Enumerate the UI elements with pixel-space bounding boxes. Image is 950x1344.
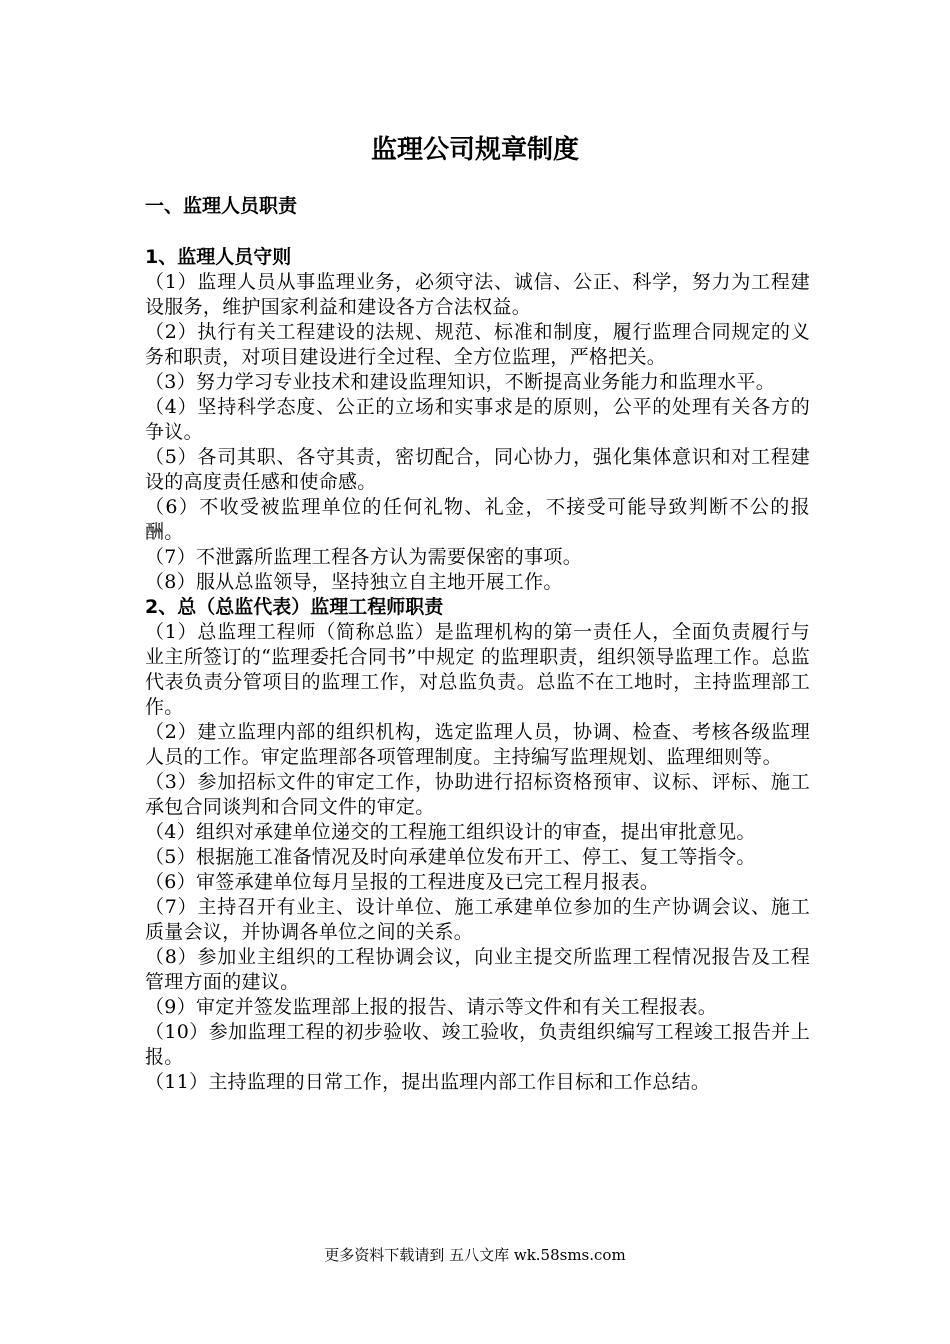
footer-note: 更多资料下载请到 五八文库 wk.58sms.com <box>324 1246 626 1264</box>
conduct-item-7: （7）不泄露所监理工程各方认为需要保密的事项。 <box>145 546 582 568</box>
conduct-item-5: （5）各司其职、各守其责，密切配合，同心协力，强化集体意识和对工程建设的高度责任感和使命感。 <box>145 446 810 493</box>
duty-item-1: （1）总监理工程师（简称总监）是监理机构的第一责任人，全面负责履行与业主所签订的“监理委托合同书”中规定 的监理职责，组织领导监理工作。总监代表负责分管项目的监理工作，对总监负责。总监不在工地时，主持监理部工作。 <box>145 621 810 718</box>
duty-item-7: （7）主持召开有业主、设计单位、施工承建单位参加的生产协调会议、施工质量会议，并协调各单位之间的关系。 <box>145 896 810 943</box>
conduct-item-8: （8）服从总监领导，坚持独立自主地开展工作。 <box>145 571 563 593</box>
duty-item-11: （11）主持监理的日常工作，提出监理内部工作目标和工作总结。 <box>145 1071 711 1093</box>
duty-item-2: （2）建立监理内部的组织机构，选定监理人员，协调、检查、考核各级监理人员的工作。审定监理部各项管理制度。主持编写监理规划、监理细则等。 <box>145 721 810 768</box>
document-body <box>145 194 810 1095</box>
duty-item-8: （8）参加业主组织的工程协调会议，向业主提交所监理工程情况报告及工程管理方面的建议。 <box>145 946 810 993</box>
document-title: 监理公司规章制度 <box>370 135 579 165</box>
duty-item-6: （6）审签承建单位每月呈报的工程进度及已完工程月报表。 <box>145 871 660 893</box>
conduct-item-4: （4）坚持科学态度、公正的立场和实事求是的原则，公平的处理有关各方的争议。 <box>145 396 810 443</box>
conduct-item-1: （1）监理人员从事监理业务，必须守法、诚信、公正、科学，努力为工程建设服务，维护国家利益和建设各方合法权益。 <box>145 271 810 318</box>
duty-item-3: （3）参加招标文件的审定工作，协助进行招标资格预审、议标、评标、施工承包合同谈判和合同文件的审定。 <box>145 771 810 818</box>
conduct-item-6: （6）不收受被监理单位的任何礼物、礼金，不接受可能导致判断不公的报酬。 <box>145 496 810 543</box>
duty-item-9: （9）审定并签发监理部上报的报告、请示等文件和有关工程报表。 <box>145 996 718 1018</box>
sub-heading-conduct: 1、监理人员守则 <box>145 246 292 268</box>
conduct-item-2: （2）执行有关工程建设的法规、规范、标准和制度，履行监理合同规定的义务和职责，对项目建设进行全过程、全方位监理，严格把关。 <box>145 321 810 368</box>
duty-item-5: （5）根据施工准备情况及时向承建单位发布开工、停工、复工等指令。 <box>145 846 756 868</box>
duty-item-4: （4）组织对承建单位递交的工程施工组织设计的审查，提出审批意见。 <box>145 821 756 843</box>
sub-heading-chief-engineer: 2、总（总监代表）监理工程师职责 <box>145 596 444 618</box>
conduct-item-3: （3）努力学习专业技术和建设监理知识，不断提高业务能力和监理水平。 <box>145 371 775 393</box>
section-heading: 一、监理人员职责 <box>145 195 298 217</box>
duty-item-10: （10）参加监理工程的初步验收、竣工验收，负责组织编写工程竣工报告并上报。 <box>145 1021 810 1068</box>
